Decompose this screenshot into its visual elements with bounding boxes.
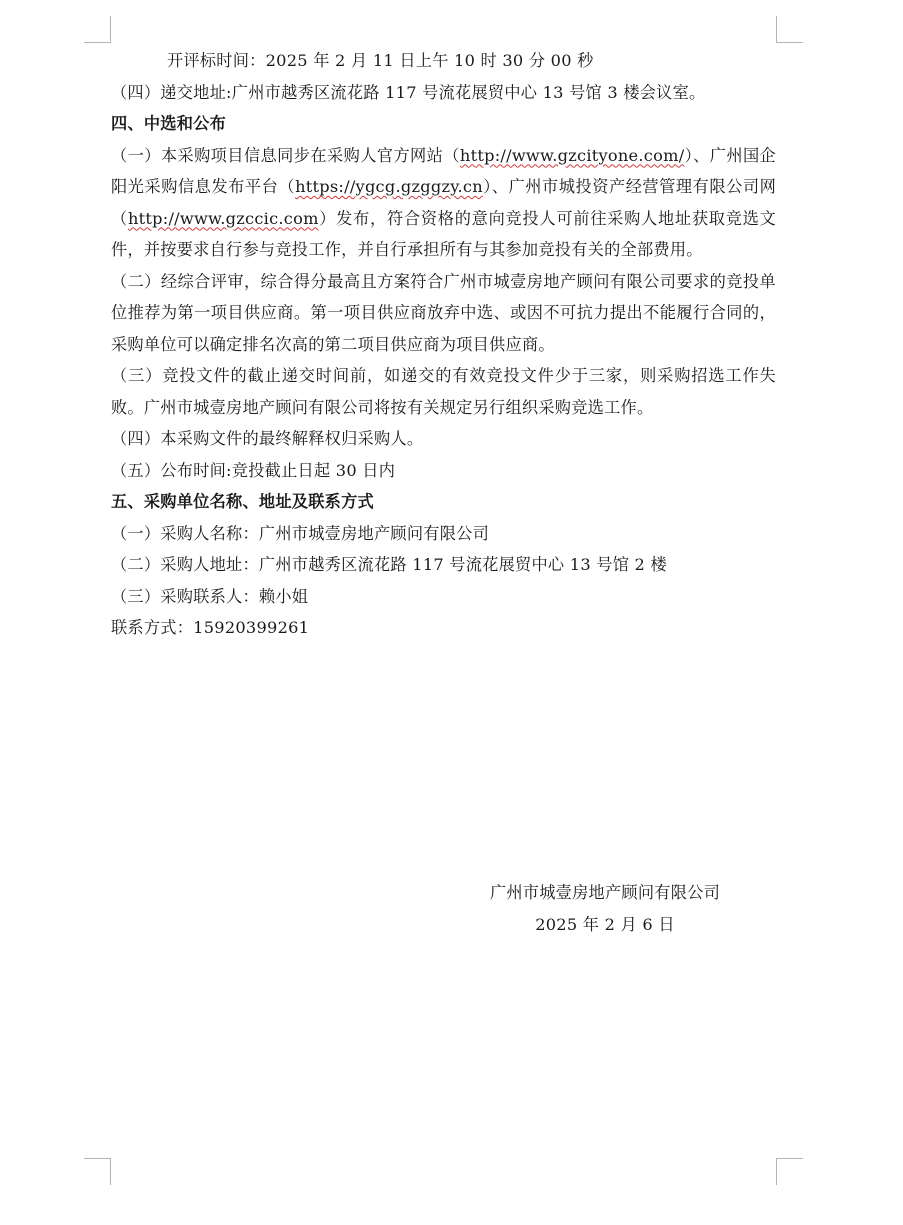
section-4-paragraph-1: （一）本采购项目信息同步在采购人官方网站（http://www.gzcityone.com/）、广州国企阳光采购信息发布平台（https://ygcg.gzggzy.cn）、广州市城投资产经营管理有限公司网（http://www.gzccic.com）发布，符合资格的意向竞投人可前往采购人地址获取竞选文件，并按要求自行参与竞投工作，并自行承担所有与其参加竞投有关的全部费用。	[111, 145, 777, 259]
section-4-heading: 四、中选和公布	[111, 114, 227, 133]
website-link-2[interactable]: https://ygcg.gzggzy.cn	[295, 177, 483, 196]
purchaser-name-line: （一）采购人名称：广州市城壹房地产顾问有限公司	[111, 523, 490, 543]
submission-address-line: （四）递交地址:广州市越秀区流花路 117 号流花展贸中心 13 号馆 3 楼会议室。	[111, 82, 706, 102]
crop-mark-top-left	[84, 16, 111, 43]
signature-company: 广州市城壹房地产顾问有限公司	[489, 883, 721, 902]
purchaser-address-line: （二）采购人地址：广州市越秀区流花路 117 号流花展贸中心 13 号馆 2 楼	[111, 555, 667, 574]
section-4-paragraph-3: （三）竞投文件的截止递交时间前，如递交的有效竞投文件少于三家，则采购招选工作失败。广州市城壹房地产顾问有限公司将按有关规定另行组织采购竞选工作。	[111, 366, 776, 417]
signature-date: 2025 年 2 月 6 日	[535, 915, 675, 934]
section-4-paragraph-4: （四）本采购文件的最终解释权归采购人。	[111, 429, 424, 448]
crop-mark-bottom-right	[776, 1158, 803, 1185]
crop-mark-top-right	[776, 16, 803, 43]
section-5-heading: 五、采购单位名称、地址及联系方式	[111, 492, 374, 511]
section-4-paragraph-2: （二）经综合评审，综合得分最高且方案符合广州市城壹房地产顾问有限公司要求的竞投单位推荐为第一项目供应商。第一项目供应商放弃中选、或因不可抗力提出不能履行合同的，采购单位可以确定排名次高的第二项目供应商为项目供应商。	[111, 271, 776, 354]
crop-mark-bottom-left	[84, 1158, 111, 1185]
website-link-3[interactable]: http://www.gzccic.com	[127, 208, 319, 228]
website-link-1[interactable]: http://www.gzcityone.com/	[459, 145, 685, 165]
section-4-paragraph-5: （五）公布时间:竞投截止日起 30 日内	[111, 460, 396, 480]
open-time-line: 开评标时间：2025 年 2 月 11 日上午 10 时 30 分 00 秒	[167, 51, 594, 70]
contact-phone-line: 联系方式：15920399261	[111, 618, 310, 637]
document-body	[111, 45, 776, 644]
contact-person-line: （三）采购联系人：赖小姐	[111, 586, 309, 606]
